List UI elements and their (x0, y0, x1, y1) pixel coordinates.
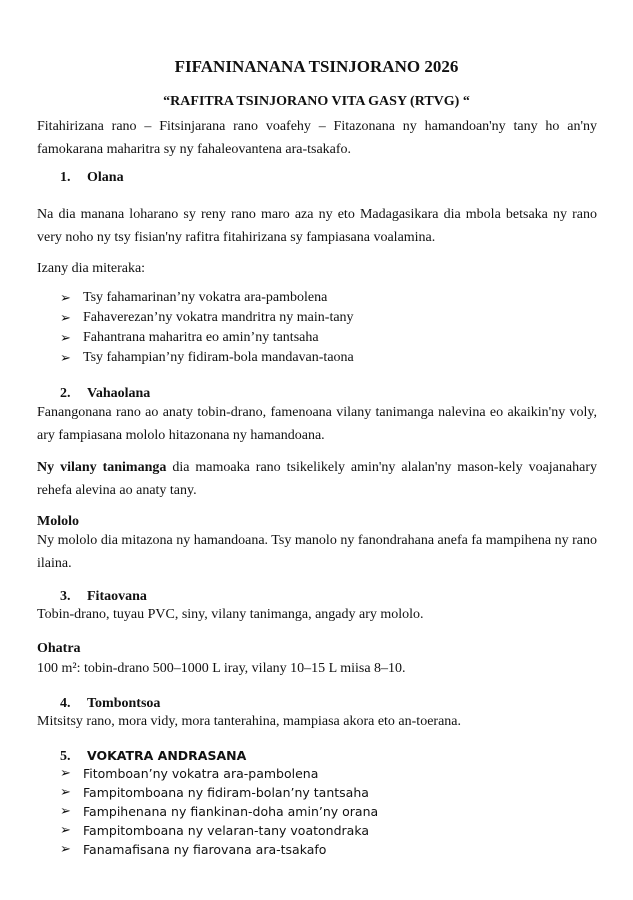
list-item (57, 783, 597, 802)
fitaovana-paragraph: Tobin-drano, tuyau PVC, siny, vilany tanimanga, angady ary mololo. (37, 607, 424, 622)
list-item-text: Fampitomboana ny velaran-tany voatondraka (83, 823, 369, 838)
list-item-text: Fahaverezan’ny vokatra mandritra ny main-tany (83, 310, 354, 325)
arrowhead-bullet-icon: ➢ (60, 290, 71, 305)
olana-paragraph: Na dia manana loharano sy reny rano maro aza ny eto Madagasikara dia mbola betsaka ny rano very noho ny tsy fisian'ny rafitra fitahirizana sy fampiasana voalamina. (37, 207, 597, 245)
list-item-text: Fitomboan’ny vokatra ara-pambolena (83, 766, 319, 781)
section-title: VOKATRA ANDRASANA (87, 748, 247, 763)
section-title: Tombontsoa (87, 696, 161, 711)
section-number: 2. (60, 386, 71, 401)
subheading-mololo: Mololo (37, 514, 79, 529)
list-item (57, 348, 597, 368)
ohatra-paragraph: 100 m²: tobin-drano 500–1000 L iray, vilany 10–15 L miisa 8–10. (37, 661, 406, 676)
list-item-text: Fampihenana ny fiankinan-doha amin’ny orana (83, 804, 379, 819)
arrowhead-bullet-icon: ➢ (60, 766, 71, 781)
section-title: Vahaolana (87, 386, 151, 401)
arrowhead-bullet-icon: ➢ (60, 804, 71, 819)
section-number: 1. (60, 170, 71, 185)
section-number: 5. (60, 749, 71, 764)
list-item (57, 328, 597, 348)
arrowhead-bullet-icon: ➢ (60, 785, 71, 800)
list-item-text: Tsy fahampian’ny fidiram-bola mandavan-taona (83, 350, 354, 365)
subheading-ohatra: Ohatra (37, 641, 81, 656)
list-item (57, 288, 597, 308)
list-item (57, 840, 597, 859)
paragraph-rest: dia mamoaka rano tsikelikely amin'ny alalan'ny mason-kely voajanahary rehefa alevina ao anaty tany. (37, 460, 597, 498)
section-title: Fitaovana (87, 589, 147, 604)
vokatra-list (57, 764, 597, 859)
section-title: Olana (87, 170, 124, 185)
list-item-text: Fampitomboana ny fidiram-bolan’ny tantsaha (83, 785, 369, 800)
document-title: FIFANINANANA TSINJORANO 2026 (174, 57, 459, 76)
document-subtitle: “RAFITRA TSINJORANO VITA GASY (RTVG) “ (163, 94, 470, 109)
mololo-paragraph: Ny mololo dia mitazona ny hamandoana. Tsy manolo ny fanondrahana anefa fa mampihena ny rano ilaina. (37, 533, 597, 571)
arrowhead-bullet-icon: ➢ (60, 823, 71, 838)
list-item (57, 821, 597, 840)
arrowhead-bullet-icon: ➢ (60, 350, 71, 365)
section-heading-olana (60, 166, 620, 189)
olana-list (57, 288, 597, 368)
tombontsoa-paragraph: Mitsitsy rano, mora vidy, mora tanterahina, mampiasa akora eto an-toerana. (37, 714, 461, 729)
arrowhead-bullet-icon: ➢ (60, 330, 71, 345)
section-number: 4. (60, 696, 71, 711)
bold-lead: Ny vilany tanimanga (37, 460, 167, 475)
list-item-text: Fahantrana maharitra eo amin’ny tantsaha (83, 330, 319, 345)
list-item (57, 802, 597, 821)
list-item (57, 764, 597, 783)
list-item (57, 308, 597, 328)
olana-lead: Izany dia miteraka: (37, 261, 146, 276)
list-item-text: Fanamafisana ny fiarovana ara-tsakafo (83, 842, 327, 857)
vahaolana-paragraph-2 (37, 456, 597, 502)
section-number: 3. (60, 589, 71, 604)
arrowhead-bullet-icon: ➢ (60, 310, 71, 325)
vahaolana-paragraph: Fanangonana rano ao anaty tobin-drano, famenoana vilany tanimanga nalevina eo akaikin'ny voly, ary fampiasana mololo hitazonana ny hamandoana. (37, 405, 597, 443)
intro-paragraph: Fitahirizana rano – Fitsinjarana rano voafehy – Fitazonana ny hamandoan'ny tany ho an'ny famokarana maharitra sy ny fahaleovantena ara-tsakafo. (37, 119, 597, 157)
list-item-text: Tsy fahamarinan’ny vokatra ara-pambolena (83, 290, 328, 305)
arrowhead-bullet-icon: ➢ (60, 842, 71, 857)
